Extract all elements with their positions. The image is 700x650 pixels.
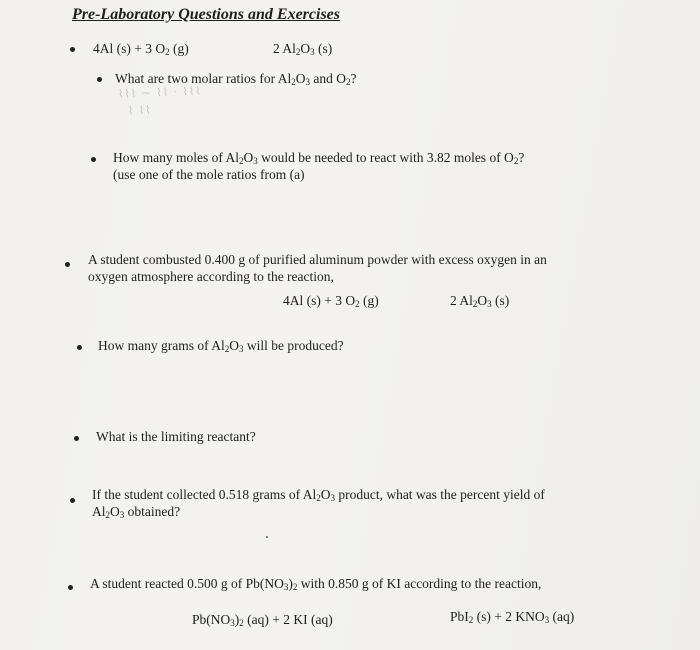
handwritten-scribble: ⌇⌇⌇ ~ ⌇⌇ · ⌇⌇⌇ [117,84,202,101]
question-combustion-intro: A student combusted 0.400 g of purified aluminum powder with excess oxygen in an oxygen atmosphere according to the reaction, [88,252,547,284]
question-molar-ratios: What are two molar ratios for $Al_2O_3$ and $O_2$? [115,71,357,87]
stray-mark [266,536,268,538]
question-grams-produced: How many grams of $Al_2O_3$ will be produced? [98,338,344,354]
question-moles-needed: How many moles of $Al_2O_3$ would be needed to react with 3.82 moles of $O_2$? (use one of the mole ratios from (a) [113,150,525,182]
bullet [74,436,79,441]
bullet [70,47,75,52]
handwritten-scribble: ⌇ ⌇⌇ [127,103,152,118]
equation-1-products: 2 $Al_2O_3$ (s) [273,41,333,57]
equation-3-products: PbI$_2$ (s) + 2 $KNO_3$ (aq) [450,609,575,625]
question-lead-nitrate-reaction: A student reacted 0.500 g of $Pb(NO_3)_2$ with 0.850 g of KI according to the reaction, [90,576,542,592]
bullet [65,262,70,267]
bullet [91,157,96,162]
page-title: Pre-Laboratory Questions and Exercises [72,6,340,23]
bullet [97,77,102,82]
question-percent-yield: If the student collected 0.518 grams of $Al_2O_3$ product, what was the percent yield of $Al_2O_3$ obtained? [92,487,545,520]
equation-1-reactants: 4Al (s) + 3 $O_2$ (g) [93,41,189,57]
question-limiting-reactant: What is the limiting reactant? [96,429,256,444]
equation-2-reactants: 4Al (s) + 3 $O_2$ (g) [283,293,379,309]
bullet [68,585,73,590]
bullet [70,498,75,503]
equation-3-reactants: $Pb(NO_3)_2$ (aq) + 2 KI (aq) [192,612,333,628]
equation-2-products: 2 $Al_2O_3$ (s) [450,293,510,309]
bullet [77,345,82,350]
